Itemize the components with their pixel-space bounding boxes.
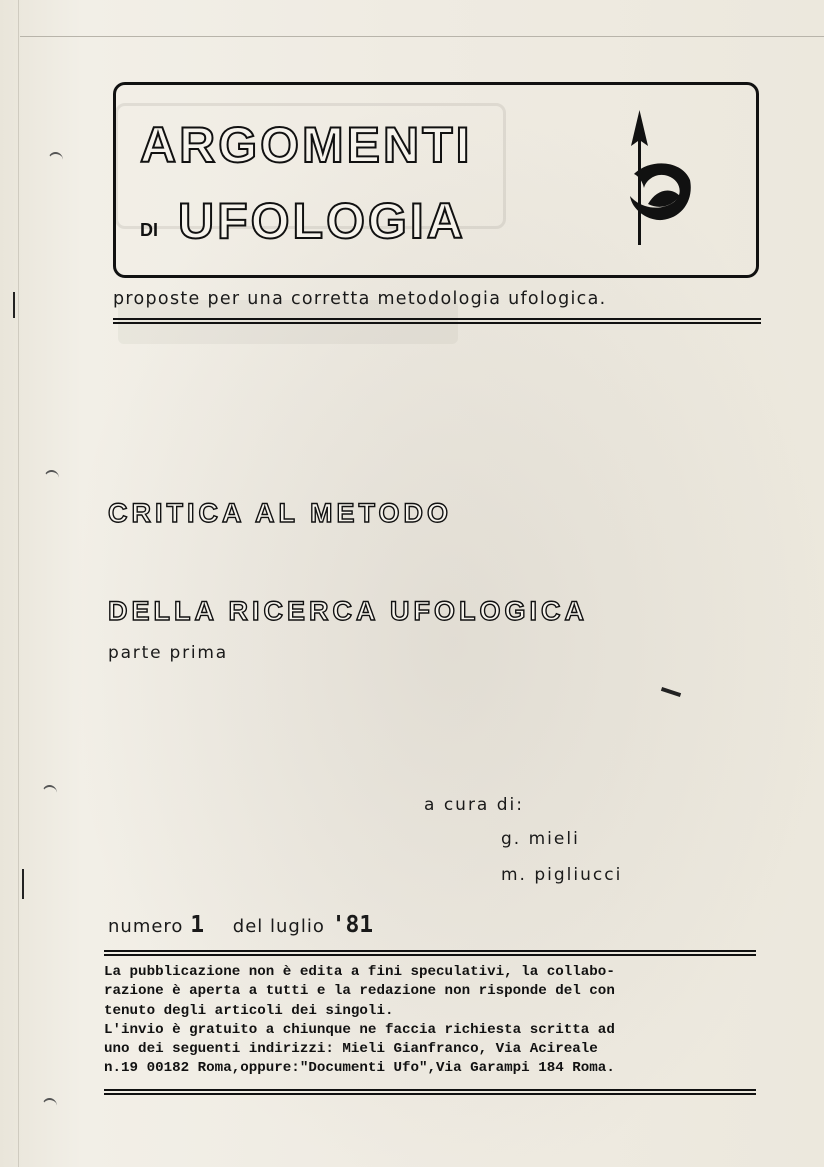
binding-hole-mark [44, 470, 59, 486]
disclaimer-line: La pubblicazione non è edita a fini speculativi, la collabo- [104, 964, 615, 980]
author-name: m. pigliucci [501, 865, 623, 885]
top-fold-line [20, 36, 824, 37]
arrow-crescent-logo-icon [620, 110, 695, 245]
binding-hole-mark [42, 785, 57, 801]
disclaimer-line: L'invio è gratuito a chiunque ne faccia richiesta scritta ad [104, 1021, 615, 1038]
masthead-title-di: DI [140, 220, 158, 240]
masthead-title-ufologia: UFOLOGIA [178, 193, 466, 249]
main-heading-line1: CRITICA AL METODO [108, 498, 452, 528]
disclaimer-text [104, 963, 764, 1079]
subtitle-double-rule [113, 318, 761, 324]
disclaimer-line: tenuto degli articoli dei singoli. [104, 1002, 394, 1019]
disclaimer-bottom-rule [104, 1089, 756, 1095]
issue-prefix: numero [108, 916, 184, 937]
credits-label: a cura di: [424, 795, 524, 815]
issue-number: 1 [190, 912, 205, 938]
issue-year: '81 [331, 912, 374, 938]
part-label: parte prima [108, 643, 229, 663]
masthead-title-argomenti: ARGOMENTI [140, 117, 473, 173]
ink-smudge [661, 687, 681, 697]
staple-mark [22, 869, 24, 899]
issue-line [108, 912, 373, 938]
disclaimer-top-rule [104, 950, 756, 956]
disclaimer-line: uno dei seguenti indirizzi: Mieli Gianfranco, Via Acireale [104, 1041, 598, 1058]
staple-mark [13, 292, 15, 318]
binding-hole-mark [42, 1098, 57, 1114]
masthead-subtitle: proposte per una corretta metodologia ufologica. [113, 289, 607, 309]
disclaimer-line: razione è aperta a tutti e la redazione non risponde del con [104, 983, 615, 1000]
binding-hole-mark [48, 152, 63, 168]
author-name: g. mieli [501, 829, 580, 849]
disclaimer-line: n.19 00182 Roma,oppure:"Documenti Ufo",Via Garampi 184 Roma. [104, 1060, 615, 1077]
issue-date: del luglio [232, 916, 325, 937]
main-heading-line2: DELLA RICERCA UFOLOGICA [108, 596, 588, 626]
page-edge-line [18, 0, 19, 1167]
